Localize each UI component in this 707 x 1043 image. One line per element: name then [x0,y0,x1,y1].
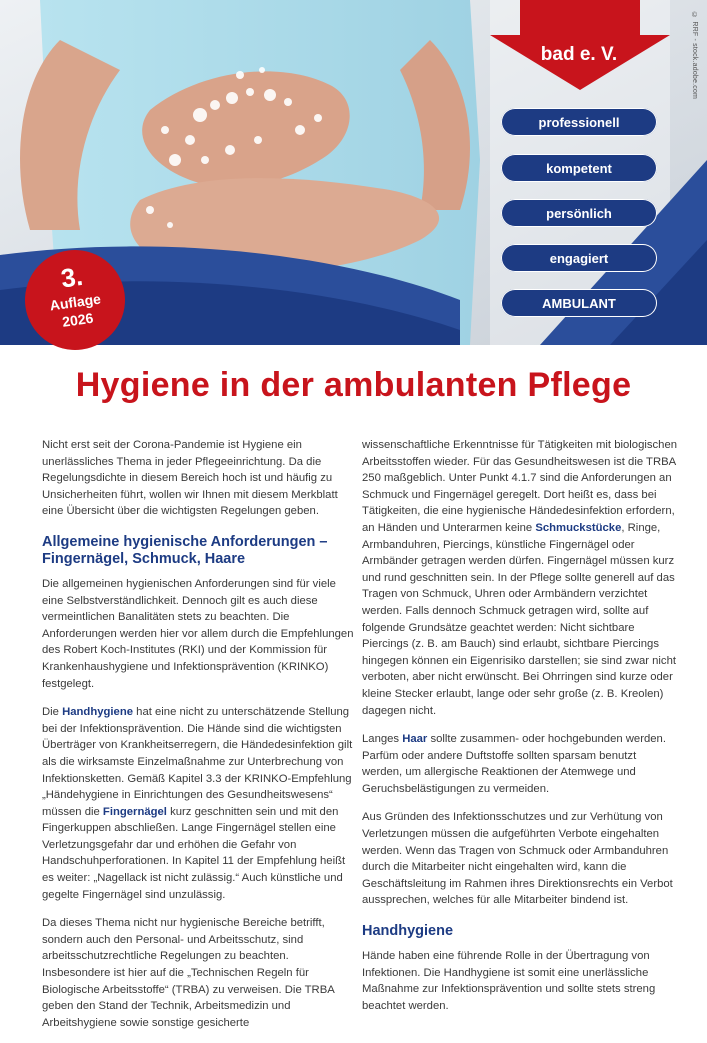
bold-term: Schmuckstücke [535,521,622,534]
paragraph: Aus Gründen des Infektionsschutzes und zur Verhütung von Verletzungen müssen die aufgeführten Verbote eingehalten werden. Wenn das Tragen von Schmuck oder Armbanduhren durch die Mitarbeiter nicht eingehalten wird, kann die Geschäftsleitung im Rahmen ihres Direktionsrechts ein Verbot aussprechen, welches für alle Mitarbeiter bindend ist. [362,811,673,907]
text-run: Die [42,706,63,719]
section-heading: Handhygiene [362,923,454,940]
text-run: sollte zusammen- oder hochgebunden werden. Parfüm oder andere Duftstoffe sollten sparsam benutzt werden, um allergische Reaktionen der Atemwege und Geruchsbelästigungen zu vermeiden. [362,733,666,795]
tag-pill: AMBULANT [501,289,657,317]
edition-label: Auflage [48,290,102,314]
edition-year: 2026 [61,309,95,330]
text-run: Langes [362,733,403,746]
tag-pill: professionell [501,108,657,136]
paragraph: Hände haben eine führende Rolle in der Übertragung von Infektionen. Die Handhygiene ist somit eine unerlässliche Maßnahme zur Infektionsprävention und sollte stets streng beachtet werden. [362,950,656,1012]
text-run: kurz geschnitten sein und mit den Fingerkuppen abschließen. Lange Fingernägel stellen eine Verletzungsgefahr dar und erhöhen die Gefahr von Handschuhperforationen. In Kapitel 11 der Empfehlung heißt es weiter: „Nagellack ist nicht zulässig.“ Auch künstliche und gegelte Fingernägel sind unzulässig. [42,805,346,901]
edition-number: 3. [58,260,85,294]
brand-label: bad e. V. [540,44,618,65]
section-heading: Allgemeine hygienische Anforderungen – Fingernägel, Schmuck, Haare [42,533,328,567]
photo-credit: © RRF - stock.adobe.com [691,12,698,100]
bold-term: Fingernägel [102,805,167,818]
bold-term: Haar [402,733,428,746]
paragraph: Da dieses Thema nicht nur hygienische Bereiche betrifft, sondern auch den Personal- und Arbeitsschutz, sind arbeitsschutzrechtliche Regelungen zu beachten. Insbesondere ist hier auf die „Technischen Regeln für Biologische Arbeitsstoffe“ (TRBA) zu verweisen. Die TRBA geben den Stand der Technik, Arbeitsmedizin und Arbeitshygiene sowie sonstige gesicherte [42,917,335,1029]
text-run: wissenschaftliche Erkenntnisse für Tätigkeiten mit biologischen Arbeitsstoffen wieder. Für das Gesundheitswesen ist die TRBA 250 maßgeblich. Unter Punkt 4.1.7 sind die Anforderungen an Schmuck und Fingernägel geregelt. Dort heißt es, dass bei Tätigkeiten, die eine hygienische Händedesinfektion erfordern, an Händen und Unterarmen keine [362,439,678,534]
paragraph [42,704,357,903]
page-title: Hygiene in der ambulanten Pflege [75,366,632,404]
tag-pill: persönlich [501,199,657,227]
bold-term: Handhygiene [62,706,134,719]
text-run: , Ringe, Armbanduhren, Piercings, künstliche Fingernägel oder Armbänder getragen werden dürfen. Fingernägel müssen kurz und rund geschnitten sein. In der Pflege sollte generell auf das Tragen von Schmuck, Uhren oder Armbändern verzichtet werden. Falls dennoch Schmuck getragen wird, sollte auf folgende Grundsätze geachtet werden: Nicht sichtbare Piercings (z. B. am Bauch) sind erlaubt, sichtbare Piercings hingegen können ein Eigenrisiko darstellen; sie sind zwar nicht verboten, aber nicht erwünscht. Bei Ohrringen sind kurze oder kleine Stecker erlaubt, lange oder sehr große (z. B. Kreolen) dagegen nicht. [362,521,676,717]
paragraph: Die allgemeinen hygienischen Anforderungen sind für viele eine Selbstverständlichkeit. Dennoch gilt es auch diese vermeintlichen Banalitäten stets zu beachten. Die Anforderungen werden hier vor allem durch die Empfehlungen des Robert Koch-Institutes (RKI) und der Kommission für Krankenhaushygiene und Infektionsprävention (KRINKO) festgelegt. [42,577,354,690]
right-column [362,437,677,1026]
paragraph [362,731,677,797]
paragraph [362,437,677,719]
tag-pill: engagiert [501,244,657,272]
text-run: hat eine nicht zu unterschätzende Stellung bei der Infektionsprävention. Die Hände sind die wichtigsten Überträger von Krankheitserregern, die Händedesinfektion gilt als die wirksamste Einzelmaßnahme zur Unterbrechung von Infektionsketten. Gemäß Kapitel 3.3 der KRINKO-Empfehlung „Händehygiene in Einrichtungen des Gesundheitswesens“ müssen die [42,706,353,818]
left-column [42,437,357,1043]
tag-pill: kompetent [501,154,657,182]
intro-paragraph: Nicht erst seit der Corona-Pandemie ist Hygiene ein unerlässliches Thema in jeder Pflegeeinrichtung. Da die Regelungsdichte in diesem Bereich hoch ist und häufig zu Unsicherheiten führt, wollen wir Ihnen mit diesem Merkblatt eine Übersicht über die wichtigsten Regelungen geben. [42,439,338,518]
